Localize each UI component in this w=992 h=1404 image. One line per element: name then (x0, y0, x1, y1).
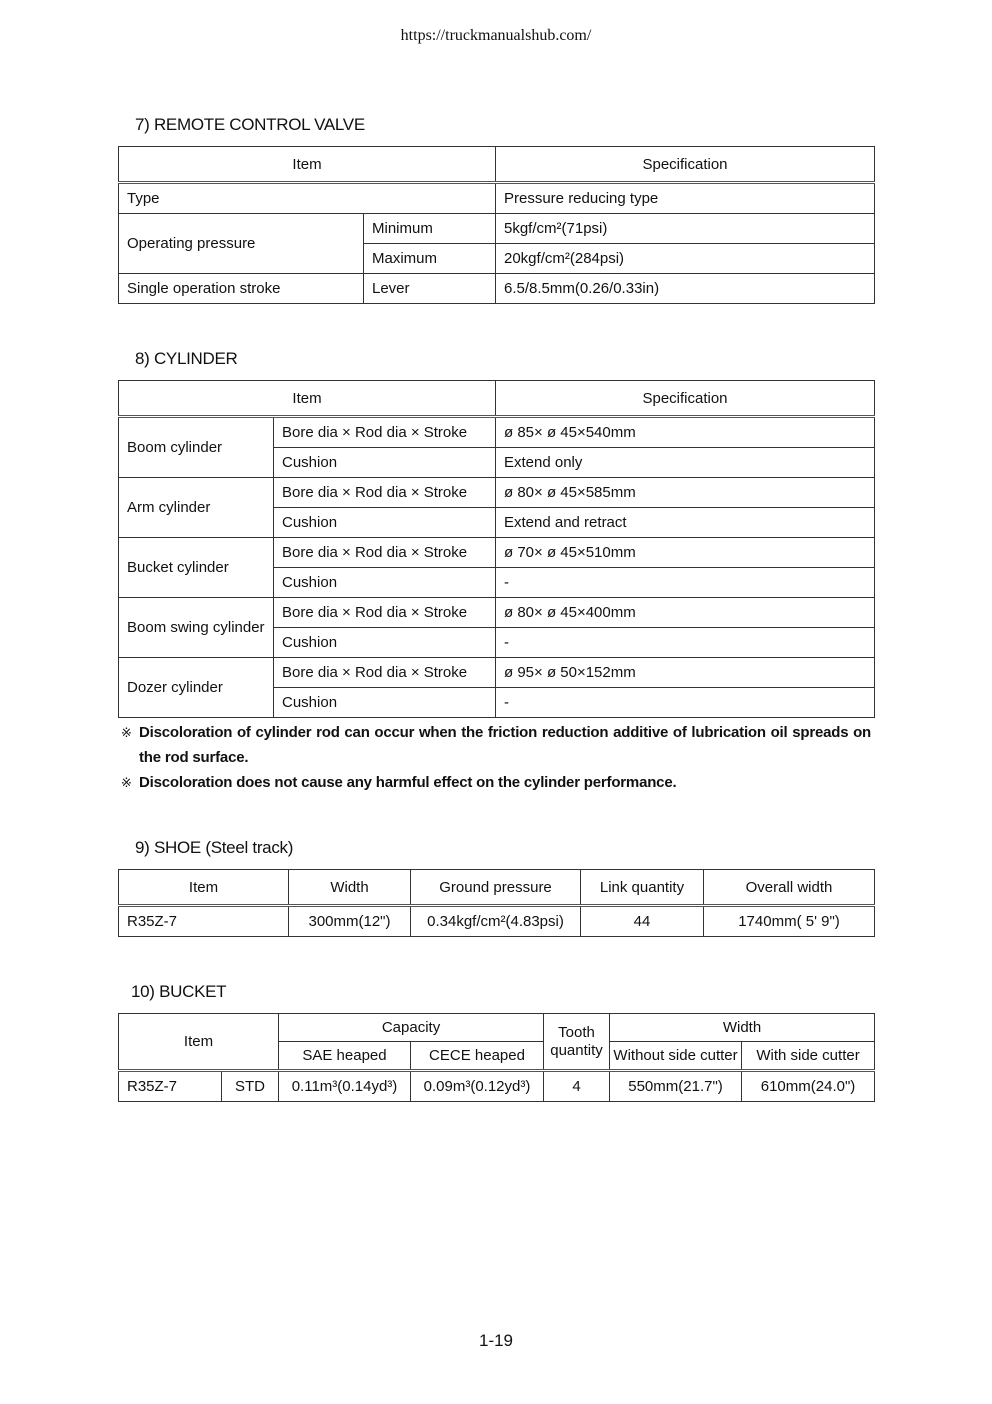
note-mark-icon: ※ (121, 725, 132, 740)
header-item: Item (119, 870, 289, 906)
section-title-remote-control-valve: 7) REMOTE CONTROL VALVE (135, 115, 365, 134)
cushion-value: Extend and retract (496, 508, 875, 538)
table-row (119, 214, 875, 244)
cushion-value: - (496, 628, 875, 658)
minimum-value: 5kgf/cm²(71psi) (496, 214, 875, 244)
cushion-value: Extend only (496, 448, 875, 478)
maximum-value: 20kgf/cm²(284psi) (496, 244, 875, 274)
table-row (119, 906, 875, 937)
cushion-label: Cushion (274, 568, 496, 598)
bore-value: ø 80× ø 45×585mm (496, 478, 875, 508)
tooth-cell: 4 (544, 1071, 610, 1102)
bore-label: Bore dia × Rod dia × Stroke (274, 417, 496, 448)
header-width: Width (289, 870, 411, 906)
section-title-shoe (135, 838, 293, 858)
cushion-label: Cushion (274, 688, 496, 718)
table-row (119, 478, 875, 508)
lever-value: 6.5/8.5mm(0.26/0.33in) (496, 274, 875, 304)
header-link-quantity: Link quantity (581, 870, 704, 906)
header-tooth-quantity: Tooth quantity (544, 1014, 610, 1071)
page-number: 1-19 (478, 1331, 514, 1350)
cece-cell: 0.09m³(0.12yd³) (411, 1071, 544, 1102)
table-row (119, 417, 875, 448)
cylinder-table (118, 380, 875, 718)
header-item: Item (119, 147, 496, 183)
cylinder-name: Dozer cylinder (119, 658, 274, 718)
shoe-table (118, 869, 875, 937)
operating-pressure-label: Operating pressure (119, 214, 364, 274)
header-without-side-cutter: Without side cutter (610, 1042, 742, 1071)
header-cece-heaped: CECE heaped (411, 1042, 544, 1071)
bore-value: ø 80× ø 45×400mm (496, 598, 875, 628)
table-row (119, 1071, 875, 1102)
cylinder-name: Boom cylinder (119, 417, 274, 478)
header-overall-width: Overall width (704, 870, 875, 906)
lever-label: Lever (364, 274, 496, 304)
type-label: Type (119, 183, 496, 214)
header-ground-pressure: Ground pressure (411, 870, 581, 906)
header-specification: Specification (496, 381, 875, 417)
table-header-row (119, 870, 875, 906)
shoe-title-sub: (Steel track) (205, 838, 294, 857)
bucket-table (118, 1013, 875, 1102)
header-width: Width (610, 1014, 875, 1042)
cylinder-name: Arm cylinder (119, 478, 274, 538)
maximum-label: Maximum (364, 244, 496, 274)
shoe-title: 9) SHOE (135, 838, 201, 857)
header-sae-heaped: SAE heaped (279, 1042, 411, 1071)
bore-value: ø 95× ø 50×152mm (496, 658, 875, 688)
bore-value: ø 85× ø 45×540mm (496, 417, 875, 448)
bore-label: Bore dia × Rod dia × Stroke (274, 538, 496, 568)
table-row (119, 183, 875, 214)
table-header-row (119, 1014, 875, 1042)
cylinder-name: Bucket cylinder (119, 538, 274, 598)
header-url[interactable]: https://truckmanualshub.com/ (400, 27, 592, 44)
without-cell: 550mm(21.7") (610, 1071, 742, 1102)
cushion-label: Cushion (274, 508, 496, 538)
cushion-label: Cushion (274, 628, 496, 658)
remote-control-valve-table (118, 146, 875, 304)
bore-label: Bore dia × Rod dia × Stroke (274, 478, 496, 508)
table-row (119, 658, 875, 688)
table-row (119, 598, 875, 628)
type-cell: STD (222, 1071, 279, 1102)
link-quantity-cell: 44 (581, 906, 704, 937)
header-specification: Specification (496, 147, 875, 183)
header-item: Item (119, 381, 496, 417)
overall-width-cell: 1740mm( 5' 9") (704, 906, 875, 937)
ground-pressure-cell: 0.34kgf/cm²(4.83psi) (411, 906, 581, 937)
cushion-label: Cushion (274, 448, 496, 478)
header-capacity: Capacity (279, 1014, 544, 1042)
with-cell: 610mm(24.0") (742, 1071, 875, 1102)
minimum-label: Minimum (364, 214, 496, 244)
width-cell: 300mm(12") (289, 906, 411, 937)
cushion-value: - (496, 688, 875, 718)
note-text: Discoloration of cylinder rod can occur when the friction reduction additive of lubrication oil spreads on the rod surface. (139, 724, 871, 766)
bore-value: ø 70× ø 45×510mm (496, 538, 875, 568)
sae-cell: 0.11m³(0.14yd³) (279, 1071, 411, 1102)
table-row (119, 538, 875, 568)
cushion-value: - (496, 568, 875, 598)
stroke-label: Single operation stroke (119, 274, 364, 304)
note-text: Discoloration does not cause any harmful effect on the cylinder performance. (139, 774, 677, 791)
table-row (119, 274, 875, 304)
note-mark-icon: ※ (121, 775, 132, 790)
header-with-side-cutter: With side cutter (742, 1042, 875, 1071)
table-header-row (119, 147, 875, 183)
model-cell: R35Z-7 (119, 1071, 222, 1102)
bore-label: Bore dia × Rod dia × Stroke (274, 598, 496, 628)
table-header-row (119, 381, 875, 417)
section-title-cylinder: 8) CYLINDER (135, 349, 238, 368)
section-title-bucket: 10) BUCKET (131, 982, 227, 1001)
header-item: Item (119, 1014, 279, 1071)
bore-label: Bore dia × Rod dia × Stroke (274, 658, 496, 688)
cylinder-note (121, 770, 873, 795)
type-value: Pressure reducing type (496, 183, 875, 214)
model-cell: R35Z-7 (119, 906, 289, 937)
cylinder-note (121, 720, 873, 770)
cylinder-name: Boom swing cylinder (119, 598, 274, 658)
